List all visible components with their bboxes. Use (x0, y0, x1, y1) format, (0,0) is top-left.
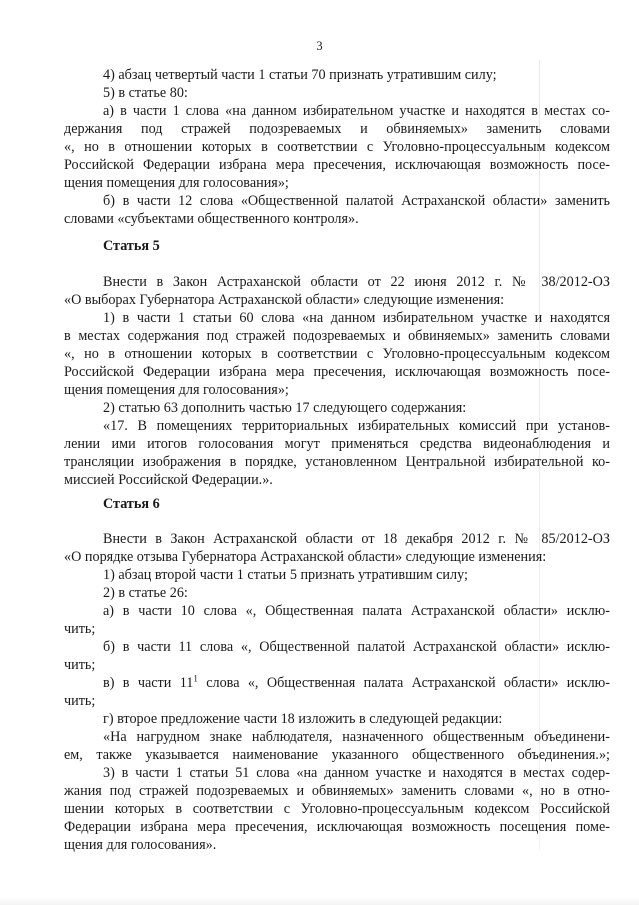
paragraph-line: трансляции изображения в порядке, установленном Центральной избирательной ко- (64, 454, 610, 470)
paragraph-line: жания под стражей подозреваемых и обвиняемых» заменить словами «, но в отно- (64, 783, 610, 799)
paragraph-line: ем, также указывается наименование указанного общественного объединения.»; (64, 747, 610, 763)
paragraph-line: Российской Федерации избрана мера пресечения, исключающая возможность посе- (64, 157, 610, 173)
paragraph-line: б) в части 11 слова «, Общественной палатой Астраханской области» исклю- (103, 639, 610, 655)
article-heading: Статья 5 (103, 238, 160, 254)
paragraph-line: словами «субъектами общественного контроля». (64, 211, 359, 227)
paragraph-line: держания под стражей подозреваемых и обвиняемых» заменить словами (64, 121, 610, 137)
paragraph-line: 1) абзац второй части 1 статьи 5 признать утратившим силу; (103, 567, 468, 583)
paragraph-line: б) в части 12 слова «Общественной палатой Астраханской области» заменить (103, 193, 610, 209)
paragraph-line: «На нагрудном знаке наблюдателя, назначенного общественным объединени- (103, 729, 610, 745)
paragraph-line: в местах содержания под стражей подозреваемых и обвиняемых» заменить словами (64, 328, 610, 344)
paragraph-line: шении которых в соответствии с Уголовно-процессуальным кодексом Российской (64, 801, 610, 817)
paragraph-line: щения для голосования». (64, 837, 217, 853)
paragraph-line: «О выборах Губернатора Астраханской области» следующие изменения: (64, 292, 505, 308)
paragraph-line: 4) абзац четвертый части 1 статьи 70 признать утратившим силу; (103, 67, 497, 83)
paragraph-line: 2) в статье 26: (103, 585, 188, 601)
paragraph-line: Российской Федерации избрана мера пресечения, исключающая возможность посе- (64, 364, 610, 380)
paragraph-line: «О порядке отзыва Губернатора Астраханской области» следующие изменения: (64, 549, 547, 565)
paragraph-line: «17. В помещениях территориальных избирательных комиссий при установ- (103, 418, 610, 434)
superscript: 1 (193, 673, 198, 684)
paragraph-line: 5) в статье 80: (103, 85, 188, 101)
paragraph-line: 3) в части 1 статьи 51 слова «на данном участке и находятся в местах содер- (103, 765, 610, 781)
paragraph-line: 1) в части 1 статьи 60 слова «на данном избирательном участке и находятся (103, 310, 610, 326)
paragraph-line: а) в части 1 слова «на данном избирательном участке и находятся в местах со- (103, 103, 610, 119)
paragraph-line: чить; (64, 693, 96, 709)
paragraph-line: чить; (64, 657, 96, 673)
paragraph-line: миссией Российской Федерации.». (64, 472, 273, 488)
line-text: слова «, Общественная палата Астраханской области» исклю- (197, 675, 610, 691)
line-text: в) в части 11 (103, 675, 194, 691)
paragraph-line: щения помещения для голосования»; (64, 175, 289, 191)
paragraph-line: г) второе предложение части 18 изложить в следующей редакции: (103, 711, 503, 727)
paragraph-line (103, 674, 610, 692)
article-heading: Статья 6 (103, 496, 160, 512)
scan-bottom-edge (0, 897, 639, 905)
paragraph-line: «, но в отношении которых в соответствии с Уголовно-процессуальным кодексом (64, 346, 610, 362)
paragraph-line: Внести в Закон Астраханской области от 18 декабря 2012 г. № 85/2012-ОЗ (103, 531, 610, 547)
paragraph-line: а) в части 10 слова «, Общественная палата Астраханской области» исклю- (103, 603, 610, 619)
paragraph-line: «, но в отношении которых в соответствии с Уголовно-процессуальным кодексом (64, 139, 610, 155)
paragraph-line: лении ими итогов голосования могут применяться средства видеонаблюдения и (64, 436, 610, 452)
paragraph-line: чить; (64, 621, 96, 637)
paragraph-line: Внести в Закон Астраханской области от 22 июня 2012 г. № 38/2012-ОЗ (103, 274, 610, 290)
paragraph-line: щения помещения для голосования»; (64, 382, 289, 398)
paragraph-line: 2) статью 63 дополнить частью 17 следующего содержания: (103, 400, 467, 416)
page-number: 3 (316, 39, 323, 53)
paragraph-line: Федерации избрана мера пресечения, исключающая возможность посещения поме- (64, 819, 610, 835)
